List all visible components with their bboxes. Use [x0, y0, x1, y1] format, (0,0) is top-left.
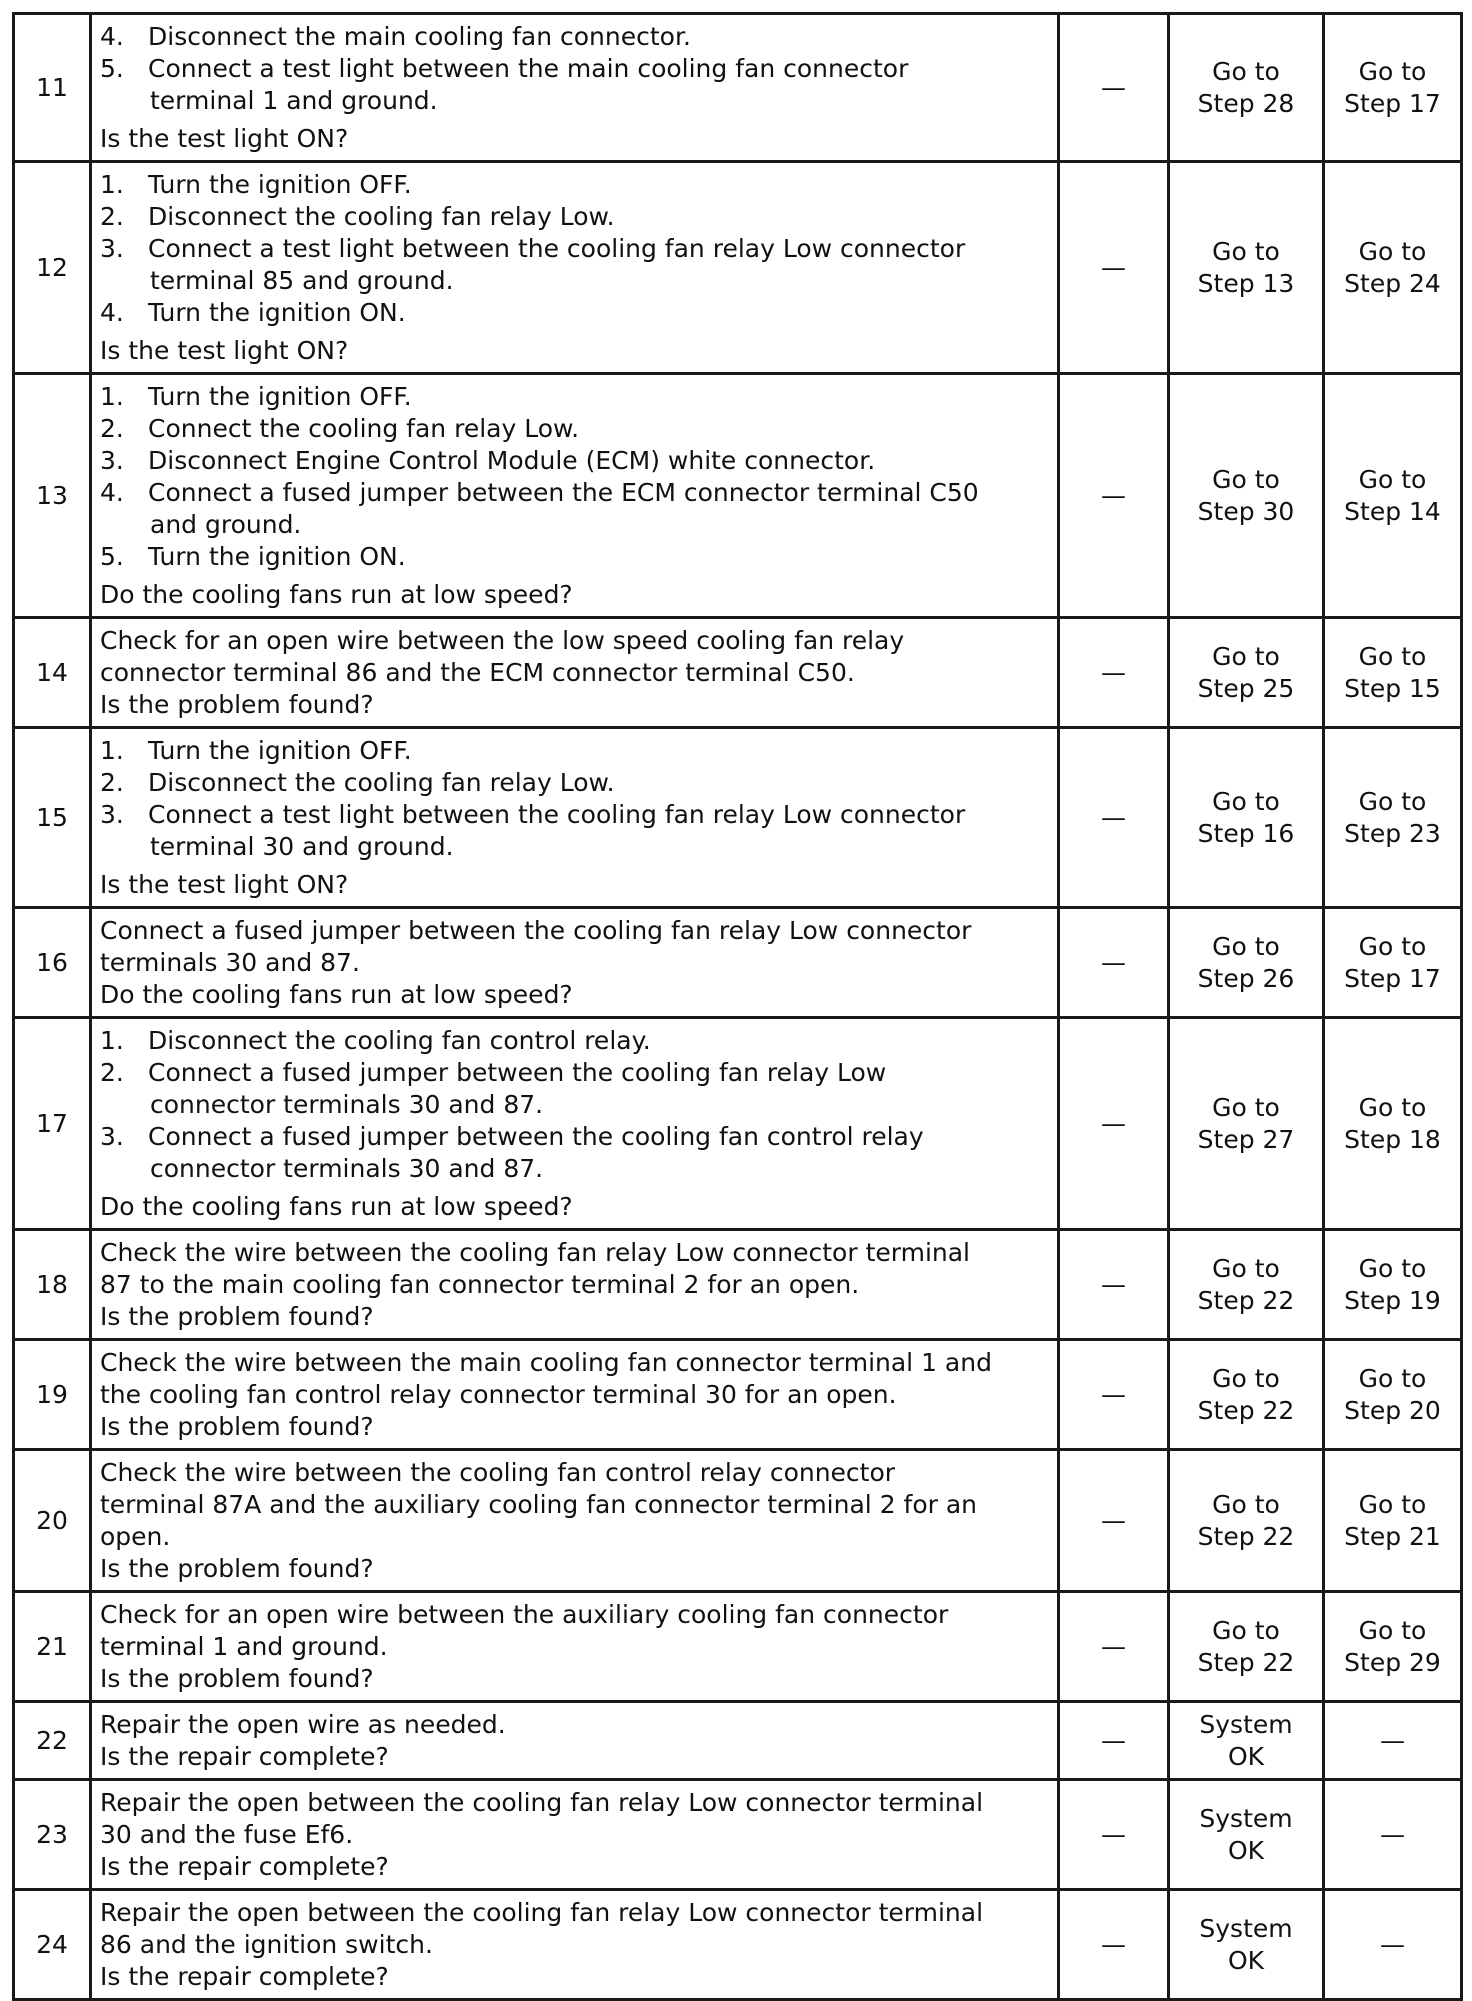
step-number: 20 [14, 1450, 91, 1592]
table-row [14, 1592, 1462, 1702]
no-outcome-line: Go to [1358, 1490, 1427, 1519]
step-question: Is the problem found? [100, 1554, 374, 1583]
step-number: 17 [14, 1018, 91, 1230]
yes-outcome [1169, 14, 1324, 162]
action-list-item [100, 1025, 1049, 1057]
step-question: Is the repair complete? [100, 1742, 389, 1771]
step-number: 12 [14, 162, 91, 374]
action-list-item [100, 53, 1049, 85]
action-item-text: Turn the ignition ON. [148, 298, 406, 327]
action-list-item [100, 767, 1049, 799]
action-item-text: Connect a fused jumper between the cooling fan control relay [148, 1122, 924, 1151]
action-item-number: 2. [100, 768, 124, 797]
yes-outcome-line: System [1199, 1710, 1293, 1739]
action-text-line: connector terminal 86 and the ECM connector terminal C50. [100, 658, 855, 687]
no-outcome-line: Go to [1358, 787, 1427, 816]
step-question: Is the test light ON? [100, 870, 349, 899]
no-outcome [1324, 162, 1462, 374]
action-item-number: 4. [100, 22, 124, 51]
action-item-text: Turn the ignition OFF. [148, 736, 412, 765]
step-question: Is the repair complete? [100, 1962, 389, 1991]
action-text-line: Repair the open between the cooling fan relay Low connector terminal [100, 1898, 984, 1927]
step-action [91, 1018, 1059, 1230]
action-list-item [100, 477, 1049, 509]
action-list-item [100, 233, 1049, 265]
action-text-line: terminal 1 and ground. [100, 1632, 388, 1661]
action-list-item [100, 413, 1049, 445]
action-text-line: Check the wire between the cooling fan relay Low connector terminal [100, 1238, 971, 1267]
no-outcome-line: Go to [1358, 1254, 1427, 1283]
action-item-text: Turn the ignition OFF. [148, 382, 412, 411]
action-item-number: 3. [100, 1122, 124, 1151]
yes-outcome-line: Step 28 [1197, 89, 1295, 118]
action-item-number: 1. [100, 736, 124, 765]
action-list-item [100, 201, 1049, 233]
action-item-number: 5. [100, 54, 124, 83]
no-outcome-line: Step 18 [1344, 1125, 1441, 1154]
action-item-number: 1. [100, 1026, 124, 1055]
yes-outcome-line: Step 25 [1197, 674, 1295, 703]
action-item-text: Connect a test light between the cooling fan relay Low connector [148, 800, 966, 829]
step-value: — [1059, 618, 1169, 728]
step-number: 13 [14, 374, 91, 618]
no-outcome [1324, 1592, 1462, 1702]
table-row [14, 1018, 1462, 1230]
step-action [91, 1450, 1059, 1592]
action-text-line: terminal 87A and the auxiliary cooling fan connector terminal 2 for an [100, 1490, 978, 1519]
yes-outcome-line: Step 13 [1197, 269, 1295, 298]
no-outcome-line: Go to [1358, 465, 1427, 494]
action-item-number: 1. [100, 170, 124, 199]
step-action [91, 14, 1059, 162]
action-item-text: Connect a fused jumper between the cooling fan relay Low [148, 1058, 887, 1087]
step-number: 15 [14, 728, 91, 908]
yes-outcome [1169, 908, 1324, 1018]
no-outcome [1324, 1450, 1462, 1592]
action-list-item [100, 1057, 1049, 1089]
no-outcome-line: Go to [1358, 237, 1427, 266]
yes-outcome-line: Go to [1212, 1616, 1280, 1645]
action-list-item [100, 799, 1049, 831]
yes-outcome [1169, 618, 1324, 728]
no-outcome-line: Step 15 [1344, 674, 1441, 703]
no-outcome-line: Step 20 [1344, 1396, 1441, 1425]
step-action [91, 1340, 1059, 1450]
yes-outcome [1169, 1340, 1324, 1450]
action-list-item [100, 735, 1049, 767]
action-list-item [100, 169, 1049, 201]
table-row [14, 1780, 1462, 1890]
step-question: Is the repair complete? [100, 1852, 389, 1881]
action-list-item [100, 297, 1049, 329]
no-outcome-line: — [1380, 1820, 1405, 1849]
step-value: — [1059, 1592, 1169, 1702]
action-text-line: the cooling fan control relay connector terminal 30 for an open. [100, 1380, 897, 1409]
no-outcome [1324, 1890, 1462, 2000]
step-number: 24 [14, 1890, 91, 2000]
action-item-number: 5. [100, 542, 124, 571]
yes-outcome-line: Go to [1212, 465, 1280, 494]
no-outcome [1324, 728, 1462, 908]
action-item-text: Connect a test light between the cooling fan relay Low connector [148, 234, 966, 263]
step-value: — [1059, 374, 1169, 618]
action-item-continuation: terminal 30 and ground. [150, 832, 454, 861]
action-text-line: 87 to the main cooling fan connector terminal 2 for an open. [100, 1270, 860, 1299]
yes-outcome-line: Step 27 [1197, 1125, 1295, 1154]
action-item-text: Turn the ignition OFF. [148, 170, 412, 199]
step-question: Do the cooling fans run at low speed? [100, 580, 573, 609]
action-item-number: 4. [100, 298, 124, 327]
yes-outcome-line: Step 22 [1197, 1286, 1295, 1315]
table-row [14, 1230, 1462, 1340]
yes-outcome-line: Go to [1212, 237, 1280, 266]
yes-outcome-line: OK [1227, 1836, 1265, 1865]
action-list-item [100, 541, 1049, 573]
step-value: — [1059, 1780, 1169, 1890]
no-outcome-line: Step 23 [1344, 819, 1441, 848]
action-item-continuation: terminal 85 and ground. [150, 266, 454, 295]
no-outcome-line: Step 21 [1344, 1522, 1441, 1551]
action-item-number: 3. [100, 446, 124, 475]
action-text-line: 30 and the fuse Ef6. [100, 1820, 354, 1849]
step-value: — [1059, 1340, 1169, 1450]
no-outcome-line: Step 19 [1344, 1286, 1441, 1315]
step-question: Do the cooling fans run at low speed? [100, 980, 573, 1009]
action-item-text: Connect a test light between the main cooling fan connector [148, 54, 909, 83]
step-question: Is the problem found? [100, 1664, 374, 1693]
no-outcome [1324, 1702, 1462, 1780]
step-value: — [1059, 14, 1169, 162]
action-list-item [100, 445, 1049, 477]
yes-outcome-line: Go to [1212, 1490, 1280, 1519]
action-item-continuation: connector terminals 30 and 87. [150, 1090, 544, 1119]
step-value: — [1059, 1450, 1169, 1592]
yes-outcome-line: Go to [1212, 1254, 1280, 1283]
no-outcome-line: Go to [1358, 1616, 1427, 1645]
step-action [91, 162, 1059, 374]
yes-outcome-line: Step 16 [1197, 819, 1295, 848]
table-row [14, 1340, 1462, 1450]
step-question: Is the problem found? [100, 1412, 374, 1441]
no-outcome [1324, 1340, 1462, 1450]
action-text-line: terminals 30 and 87. [100, 948, 360, 977]
yes-outcome-line: Step 22 [1197, 1522, 1295, 1551]
action-list-item [100, 21, 1049, 53]
action-text-line: 86 and the ignition switch. [100, 1930, 433, 1959]
step-action [91, 1780, 1059, 1890]
no-outcome-line: Go to [1358, 57, 1427, 86]
no-outcome [1324, 14, 1462, 162]
step-action [91, 1702, 1059, 1780]
yes-outcome [1169, 1230, 1324, 1340]
action-text-line: Check the wire between the cooling fan control relay connector [100, 1458, 896, 1487]
table-row [14, 728, 1462, 908]
no-outcome-line: Go to [1358, 642, 1427, 671]
yes-outcome [1169, 1702, 1324, 1780]
yes-outcome [1169, 1890, 1324, 2000]
step-number: 23 [14, 1780, 91, 1890]
action-list-item [100, 1121, 1049, 1153]
yes-outcome-line: System [1199, 1804, 1293, 1833]
step-number: 11 [14, 14, 91, 162]
table-row [14, 908, 1462, 1018]
action-item-number: 4. [100, 478, 124, 507]
step-value: — [1059, 162, 1169, 374]
step-number: 22 [14, 1702, 91, 1780]
yes-outcome-line: OK [1227, 1946, 1265, 1975]
action-item-number: 2. [100, 414, 124, 443]
action-item-continuation: connector terminals 30 and 87. [150, 1154, 544, 1183]
action-item-number: 2. [100, 202, 124, 231]
action-item-text: Turn the ignition ON. [148, 542, 406, 571]
step-action [91, 908, 1059, 1018]
action-item-text: Disconnect the main cooling fan connector. [148, 22, 691, 51]
yes-outcome-line: Go to [1212, 1364, 1280, 1393]
yes-outcome [1169, 1780, 1324, 1890]
diagnostic-table-body [14, 14, 1462, 2000]
yes-outcome-line: Go to [1212, 932, 1280, 961]
table-row [14, 1702, 1462, 1780]
table-row [14, 1890, 1462, 2000]
yes-outcome-line: Step 26 [1197, 964, 1295, 993]
step-action [91, 374, 1059, 618]
yes-outcome-line: Step 22 [1197, 1648, 1295, 1677]
step-value: — [1059, 728, 1169, 908]
step-action [91, 618, 1059, 728]
action-item-number: 3. [100, 234, 124, 263]
no-outcome-line: Go to [1358, 1364, 1427, 1393]
step-question: Is the test light ON? [100, 336, 349, 365]
no-outcome-line: — [1380, 1726, 1405, 1755]
yes-outcome [1169, 374, 1324, 618]
yes-outcome [1169, 162, 1324, 374]
step-number: 19 [14, 1340, 91, 1450]
step-value: — [1059, 908, 1169, 1018]
action-item-number: 3. [100, 800, 124, 829]
yes-outcome-line: Go to [1212, 642, 1280, 671]
no-outcome-line: Step 24 [1344, 269, 1441, 298]
no-outcome [1324, 1780, 1462, 1890]
action-text-line: Connect a fused jumper between the cooling fan relay Low connector [100, 916, 972, 945]
step-question: Do the cooling fans run at low speed? [100, 1192, 573, 1221]
yes-outcome [1169, 1592, 1324, 1702]
yes-outcome [1169, 1450, 1324, 1592]
action-item-continuation: terminal 1 and ground. [150, 86, 438, 115]
no-outcome [1324, 908, 1462, 1018]
step-question: Is the problem found? [100, 1302, 374, 1331]
action-text-line: Check for an open wire between the auxiliary cooling fan connector [100, 1600, 949, 1629]
table-row [14, 618, 1462, 728]
yes-outcome [1169, 728, 1324, 908]
no-outcome [1324, 374, 1462, 618]
table-row [14, 1450, 1462, 1592]
step-action [91, 1230, 1059, 1340]
yes-outcome-line: System [1199, 1914, 1293, 1943]
action-item-text: Connect a fused jumper between the ECM connector terminal C50 [148, 478, 979, 507]
step-action [91, 1890, 1059, 2000]
yes-outcome-line: Go to [1212, 57, 1280, 86]
table-row [14, 374, 1462, 618]
action-text-line: Check the wire between the main cooling fan connector terminal 1 and [100, 1348, 992, 1377]
action-item-continuation: and ground. [150, 510, 302, 539]
yes-outcome-line: Step 30 [1197, 497, 1295, 526]
yes-outcome-line: OK [1227, 1742, 1265, 1771]
action-item-text: Disconnect the cooling fan relay Low. [148, 202, 615, 231]
action-text-line: Repair the open between the cooling fan relay Low connector terminal [100, 1788, 984, 1817]
action-text-line: open. [100, 1522, 171, 1551]
diagnostic-steps-table [12, 12, 1463, 2001]
no-outcome-line: Step 17 [1344, 964, 1441, 993]
step-value: — [1059, 1702, 1169, 1780]
step-value: — [1059, 1230, 1169, 1340]
yes-outcome-line: Go to [1212, 1093, 1280, 1122]
no-outcome-line: — [1380, 1930, 1405, 1959]
action-item-text: Disconnect Engine Control Module (ECM) white connector. [148, 446, 876, 475]
action-item-text: Disconnect the cooling fan relay Low. [148, 768, 615, 797]
no-outcome-line: Go to [1358, 932, 1427, 961]
step-number: 14 [14, 618, 91, 728]
step-value: — [1059, 1890, 1169, 2000]
diagnostic-table-page [12, 12, 1460, 2001]
action-item-number: 1. [100, 382, 124, 411]
action-item-text: Connect the cooling fan relay Low. [148, 414, 580, 443]
action-text-line: Check for an open wire between the low speed cooling fan relay [100, 626, 905, 655]
yes-outcome-line: Go to [1212, 787, 1280, 816]
step-question: Is the test light ON? [100, 124, 349, 153]
step-action [91, 1592, 1059, 1702]
action-item-text: Disconnect the cooling fan control relay. [148, 1026, 651, 1055]
no-outcome-line: Step 29 [1344, 1648, 1441, 1677]
no-outcome [1324, 618, 1462, 728]
yes-outcome-line: Step 22 [1197, 1396, 1295, 1425]
table-row [14, 162, 1462, 374]
no-outcome [1324, 1018, 1462, 1230]
step-number: 21 [14, 1592, 91, 1702]
step-question: Is the problem found? [100, 690, 374, 719]
no-outcome-line: Go to [1358, 1093, 1427, 1122]
step-action [91, 728, 1059, 908]
step-number: 18 [14, 1230, 91, 1340]
action-text-line: Repair the open wire as needed. [100, 1710, 506, 1739]
action-item-number: 2. [100, 1058, 124, 1087]
yes-outcome [1169, 1018, 1324, 1230]
no-outcome [1324, 1230, 1462, 1340]
step-number: 16 [14, 908, 91, 1018]
table-row [14, 14, 1462, 162]
step-value: — [1059, 1018, 1169, 1230]
no-outcome-line: Step 17 [1344, 89, 1441, 118]
no-outcome-line: Step 14 [1344, 497, 1441, 526]
action-list-item [100, 381, 1049, 413]
